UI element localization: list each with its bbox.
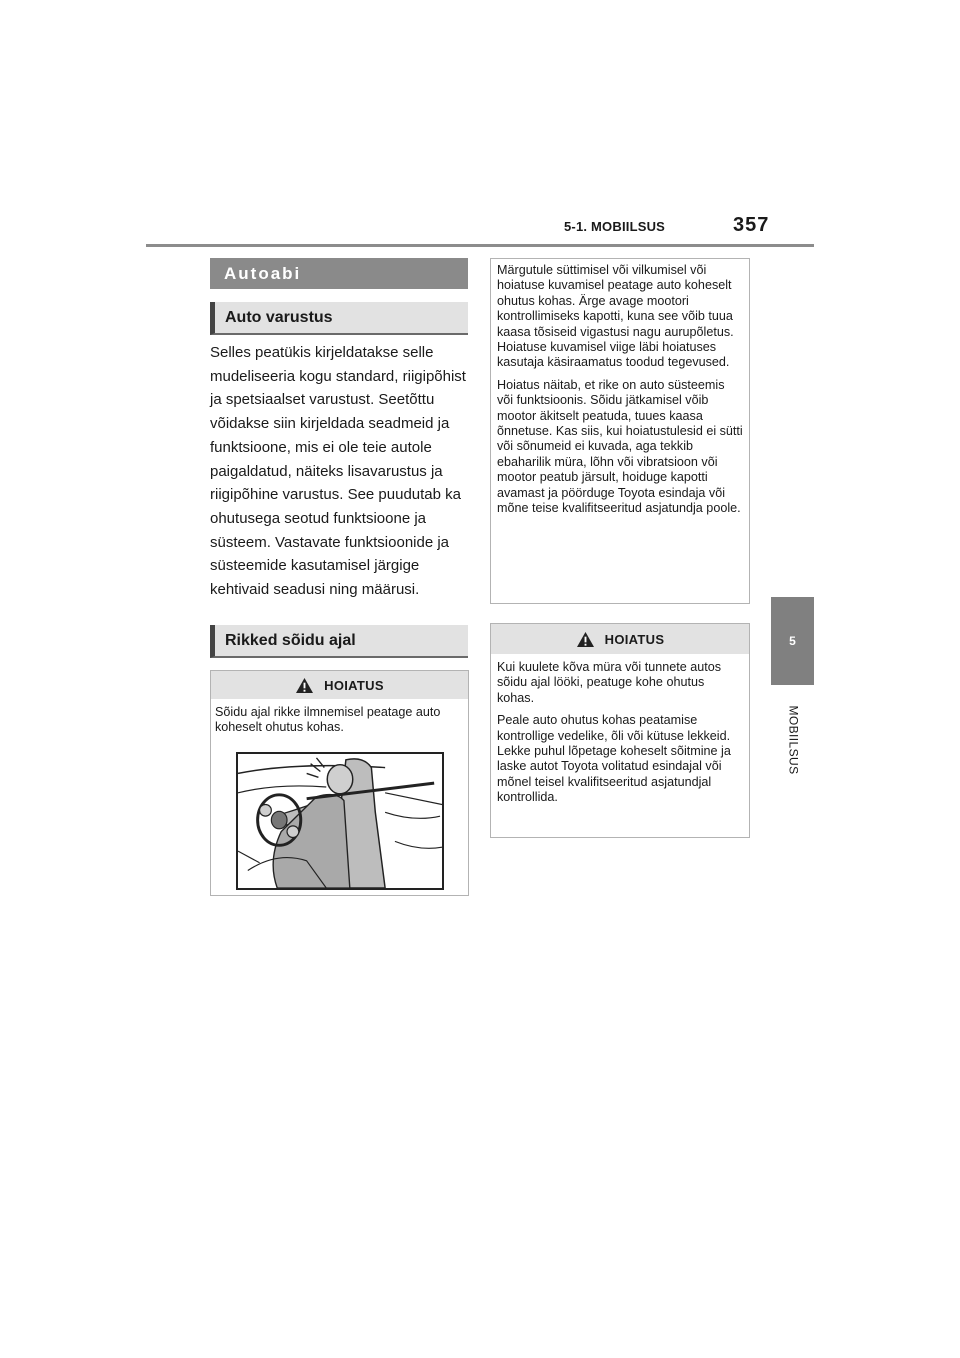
warning-paragraph: Kui kuulete kõva müra või tunnete autos sõidu ajal lööki, peatuge kohe ohutus kohas.: [497, 660, 722, 705]
warning-continued-box: [490, 258, 750, 604]
warning-triangle-icon: [576, 631, 595, 648]
warning-box-header: [211, 671, 468, 699]
warning-continued-paragraph: Hoiatus näitab, et rike on auto süsteemis või funktsioonis. Sõidu jätkamisel võib mootor äkitselt peatuda, tuues kaasa õnnetuse. Kas siis, kui hoiatustulesid ei sütti või sõnumeid ei kuvada, aga tekkib ebaharilik müra, lõhn või vibratsioon või mootor peatub järsult, hoiduge kapotti avamast ja pöörduge Toyota esindaja või mõne teise kvalifitseeritud asjatundja poole.: [497, 377, 743, 516]
warning-continued-text: [491, 259, 749, 523]
chapter-tab: [771, 597, 814, 685]
warning-triangle-icon: [295, 677, 314, 694]
warning-paragraph: Peale auto ohutus kohas peatamise kontrollige vedelike, õli või kütuse lekkeid. Lekke puhul lõpetage koheselt sõitmine ja laske autot Toyota volitatud esindajal või mõnel teisel kvalifitseeritud asjatundjal kontrollida.: [497, 713, 731, 805]
chapter-title: Autoabi: [210, 258, 468, 289]
warning-box-noise-impact: [490, 623, 750, 838]
section-title-equipment: Auto varustus: [210, 302, 468, 335]
warning-box-header: [491, 624, 749, 654]
running-header-section: 5-1. MOBIILSUS: [564, 219, 666, 234]
driver-illustration: [236, 752, 444, 890]
warning-box-stop-safely: [210, 670, 469, 896]
section-body-text: Selles peatükis kirjeldatakse selle mudeliseeria kogu standard, riigipõhist ja spetsiaalset varustust. Seetõttu võidakse siin kirjeldada seadmeid ja funktsioone, mis ei ole teie autole paigaldatud, näiteks lisavarustus ja riigipõhine varustus. See puudutab ka ohutusega seotud funktsioone ja süsteem. Vastavate funktsioonide ja süsteemide kasutamisel järgige kehtivaid seadusi ning määrusi.: [210, 344, 466, 599]
page-number: 357: [733, 214, 770, 236]
warning-text: [491, 654, 749, 812]
chapter-side-label-text: MOBIILSUS: [786, 705, 801, 775]
warning-title: HOIATUS: [604, 631, 665, 647]
header-rule: [146, 244, 814, 247]
warning-continued-paragraph: Märgutule süttimisel või vilkumisel või hoiatuse kuvamisel peatage auto koheselt ohutus kohas. Ärge avage mootori kontrollimiseks kapotti, kuna see võib tuua kaasa tõsiseid vigastusi nagu aurupõletus. Hoiatuse kuvamisel viige läbi hoiatuses kasutaja käsiraamatus toodud tegevused.: [497, 263, 734, 370]
warning-text: Sõidu ajal rikke ilmnemisel peatage auto koheselt ohutus kohas.: [215, 705, 441, 735]
section-title-breakdowns: Rikked sõidu ajal: [210, 625, 468, 658]
warning-title: HOIATUS: [324, 677, 384, 693]
chapter-tab-number: 5: [789, 634, 796, 648]
chapter-side-label: [760, 698, 826, 782]
